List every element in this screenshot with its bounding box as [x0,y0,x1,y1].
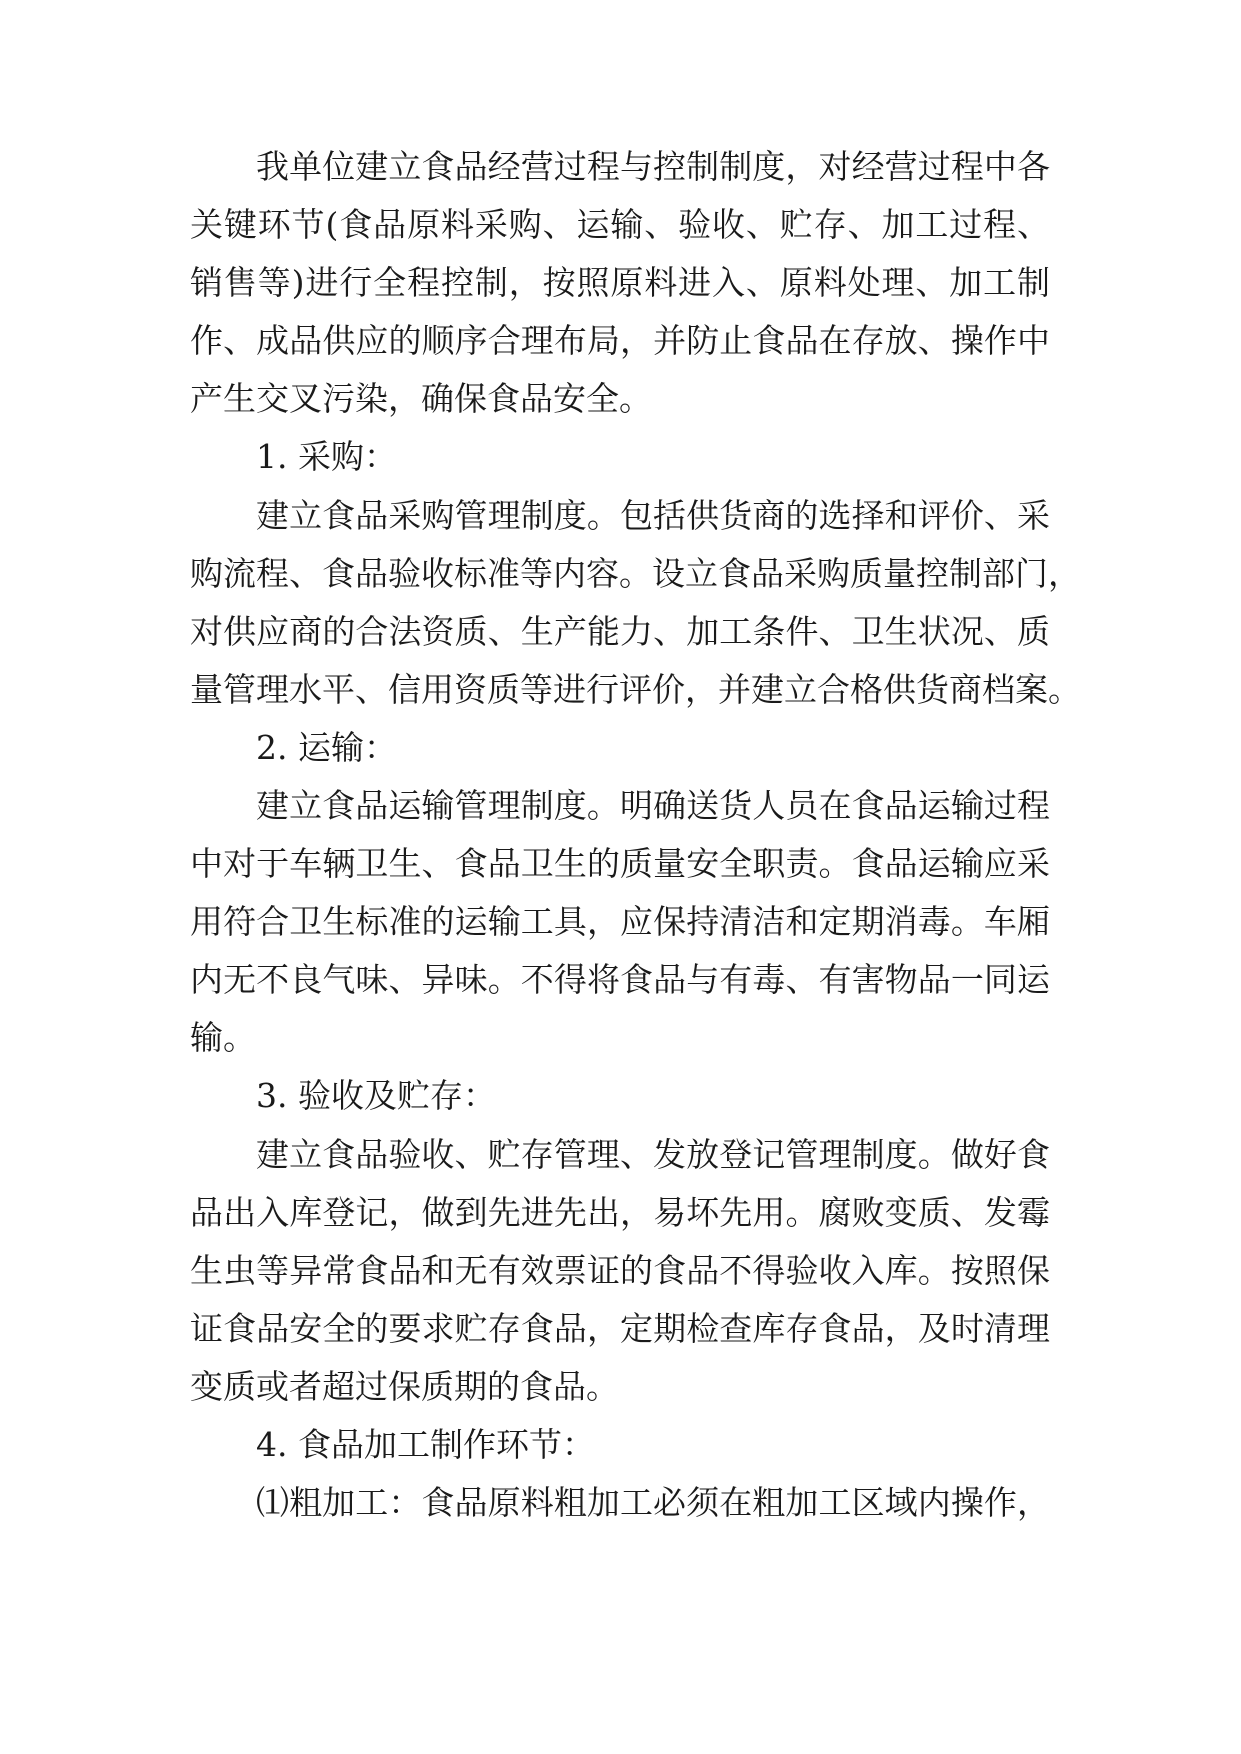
heading-transport: 2. 运输： [256,728,397,767]
paragraph-intro-line-3: 销售等)进行全程控制，按照原料进入、原料处理、加工制 [190,263,1050,302]
paragraph-procurement-line-1: 建立食品采购管理制度。包括供货商的选择和评价、采 [256,496,1050,535]
paragraph-procurement-line-2: 购流程、食品验收标准等内容。设立食品采购质量控制部门， [190,554,1081,593]
paragraph-transport-line-1: 建立食品运输管理制度。明确送货人员在食品运输过程 [256,786,1050,825]
paragraph-storage-line-2: 品出入库登记，做到先进先出，易坏先用。腐败变质、发霉 [190,1193,1050,1232]
paragraph-intro-line-4: 作、成品供应的顺序合理布局，并防止食品在存放、操作中 [190,321,1050,360]
paragraph-transport-line-4: 内无不良气味、异味。不得将食品与有毒、有害物品一同运 [190,960,1050,999]
paragraph-storage-line-4: 证食品安全的要求贮存食品，定期检查库存食品，及时清理 [190,1309,1050,1348]
paragraph-storage-line-5: 变质或者超过保质期的食品。 [190,1367,619,1406]
heading-food-processing: 4. 食品加工制作环节： [256,1425,595,1464]
heading-receiving-storage: 3. 验收及贮存： [256,1076,496,1115]
paragraph-procurement-line-3: 对供应商的合法资质、生产能力、加工条件、卫生状况、质 [190,612,1050,651]
paragraph-intro-line-1: 我单位建立食品经营过程与控制制度，对经营过程中各 [256,147,1050,186]
heading-procurement: 1. 采购： [256,437,397,476]
paragraph-transport-line-5: 输。 [190,1018,256,1057]
paragraph-intro-line-2: 关键环节(食品原料采购、运输、验收、贮存、加工过程、 [190,205,1050,244]
paragraph-storage-line-3: 生虫等异常食品和无有效票证的食品不得验收入库。按照保 [190,1251,1050,1290]
paragraph-intro-line-5: 产生交叉污染，确保食品安全。 [190,379,652,418]
paragraph-rough-processing-line-1: ⑴粗加工：食品原料粗加工必须在粗加工区域内操作， [256,1483,1050,1522]
paragraph-procurement-line-4: 量管理水平、信用资质等进行评价，并建立合格供货商档案。 [190,670,1081,709]
paragraph-storage-line-1: 建立食品验收、贮存管理、发放登记管理制度。做好食 [256,1135,1050,1174]
paragraph-transport-line-3: 用符合卫生标准的运输工具，应保持清洁和定期消毒。车厢 [190,902,1050,941]
paragraph-transport-line-2: 中对于车辆卫生、食品卫生的质量安全职责。食品运输应采 [190,844,1050,883]
